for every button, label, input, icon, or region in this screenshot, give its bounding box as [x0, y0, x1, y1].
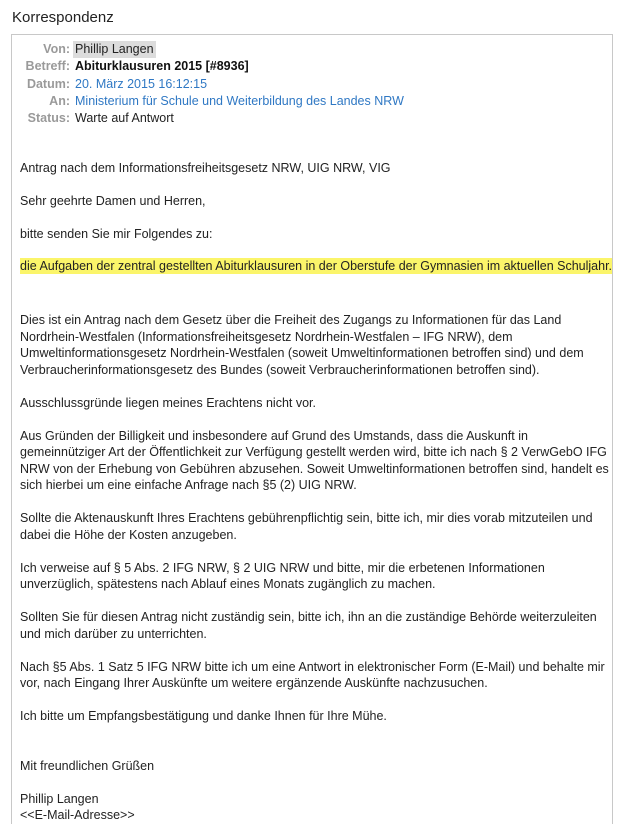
to-label: An: — [49, 94, 70, 109]
date-label: Datum: — [26, 76, 70, 91]
body-paragraph: Aus Gründen der Billigkeit und insbesondere auf Grund des Umstands, dass die Auskunft in gemeinnütziger Art der Öffentlichkeit zur Verfügung gestellt werden wird, bitte ich nach § 2 VerwGebO IFG NRW von der Erhebung von Gebühren abzusehen. Soweit Umweltinformationen betroffen sind, handelt es sich hierbei um eine einfache Anfrage nach §5 (2) UIG NRW. — [20, 428, 609, 492]
body-paragraph: Sollten Sie für diesen Antrag nicht zuständig sein, bitte ich, ihn an die zuständige Behörde weiterzuleiten und mich darüber zu unterrichten. — [20, 610, 597, 641]
signature-email: <<E-Mail-Adresse>> — [20, 808, 135, 822]
message-frame — [11, 34, 613, 824]
subject-value: Abiturklausuren 2015 [#8936] — [75, 59, 249, 74]
status-value: Warte auf Antwort — [75, 111, 174, 126]
from-label: Von: — [43, 42, 70, 57]
body-paragraph: Sollte die Aktenauskunft Ihres Erachtens gebührenpflichtig sein, bitte ich, mir dies vorab mitzuteilen und dabei die Höhe der Kosten anzugeben. — [20, 511, 593, 542]
closing: Mit freundlichen Grüßen — [20, 758, 155, 773]
body-paragraph: Ich bitte um Empfangsbestätigung und danke Ihnen für Ihre Mühe. — [20, 709, 387, 723]
meta-subject-row — [12, 58, 404, 75]
body-paragraph: Antrag nach dem Informationsfreiheitsgesetz NRW, UIG NRW, VIG — [20, 161, 391, 175]
body-paragraph: Sehr geehrte Damen und Herren, — [20, 194, 206, 208]
body-paragraph: Ich verweise auf § 5 Abs. 2 IFG NRW, § 2 UIG NRW und bitte, mir die erbetenen Informationen unverzüglich, spätestens nach Ablauf eines Monats zugänglich zu machen. — [20, 560, 545, 591]
body-paragraph: Ausschlussgründe liegen meines Erachtens nicht vor. — [20, 395, 316, 410]
from-value: Phillip Langen — [75, 42, 154, 57]
message-body — [20, 160, 612, 824]
body-paragraph: Dies ist ein Antrag nach dem Gesetz über die Freiheit des Zugangs zu Informationen für das Land Nordrhein-Westfalen (Informationsfreiheitsgesetz Nordrhein-Westfalen – IFG NRW), dem Umweltinformationsgesetz Nordrhein-Westfalen (soweit Umweltinformationen betroffen sind) und dem Verbraucherinformationsgesetz des Bundes (soweit Verbraucherinformationen betroffen sind). — [20, 313, 584, 377]
subject-label: Betreff: — [25, 59, 70, 74]
recipient-link[interactable]: Ministerium für Schule und Weiterbildung des Landes NRW — [75, 94, 404, 109]
date-link[interactable]: 20. März 2015 16:12:15 — [75, 76, 208, 91]
body-paragraph: Nach §5 Abs. 1 Satz 5 IFG NRW bitte ich um eine Antwort in elektronischer Form (E-Mail) und behalte mir vor, nach Eingang Ihrer Auskünfte um weitere ergänzende Auskünfte nachzusuchen. — [20, 659, 605, 690]
highlighted-request: die Aufgaben der zentral gestellten Abiturklausuren in der Oberstufe der Gymnasien im aktuellen Schuljahr. — [20, 258, 613, 273]
meta-date-row — [12, 76, 404, 93]
meta-to-row — [12, 93, 404, 110]
body-paragraph: bitte senden Sie mir Folgendes zu: — [20, 227, 213, 241]
message-meta — [12, 41, 404, 127]
status-label: Status: — [27, 111, 70, 126]
meta-status-row — [12, 110, 404, 127]
meta-from-row — [12, 41, 404, 58]
signature-name: Phillip Langen — [20, 791, 99, 806]
section-title: Korrespondenz — [12, 9, 114, 26]
